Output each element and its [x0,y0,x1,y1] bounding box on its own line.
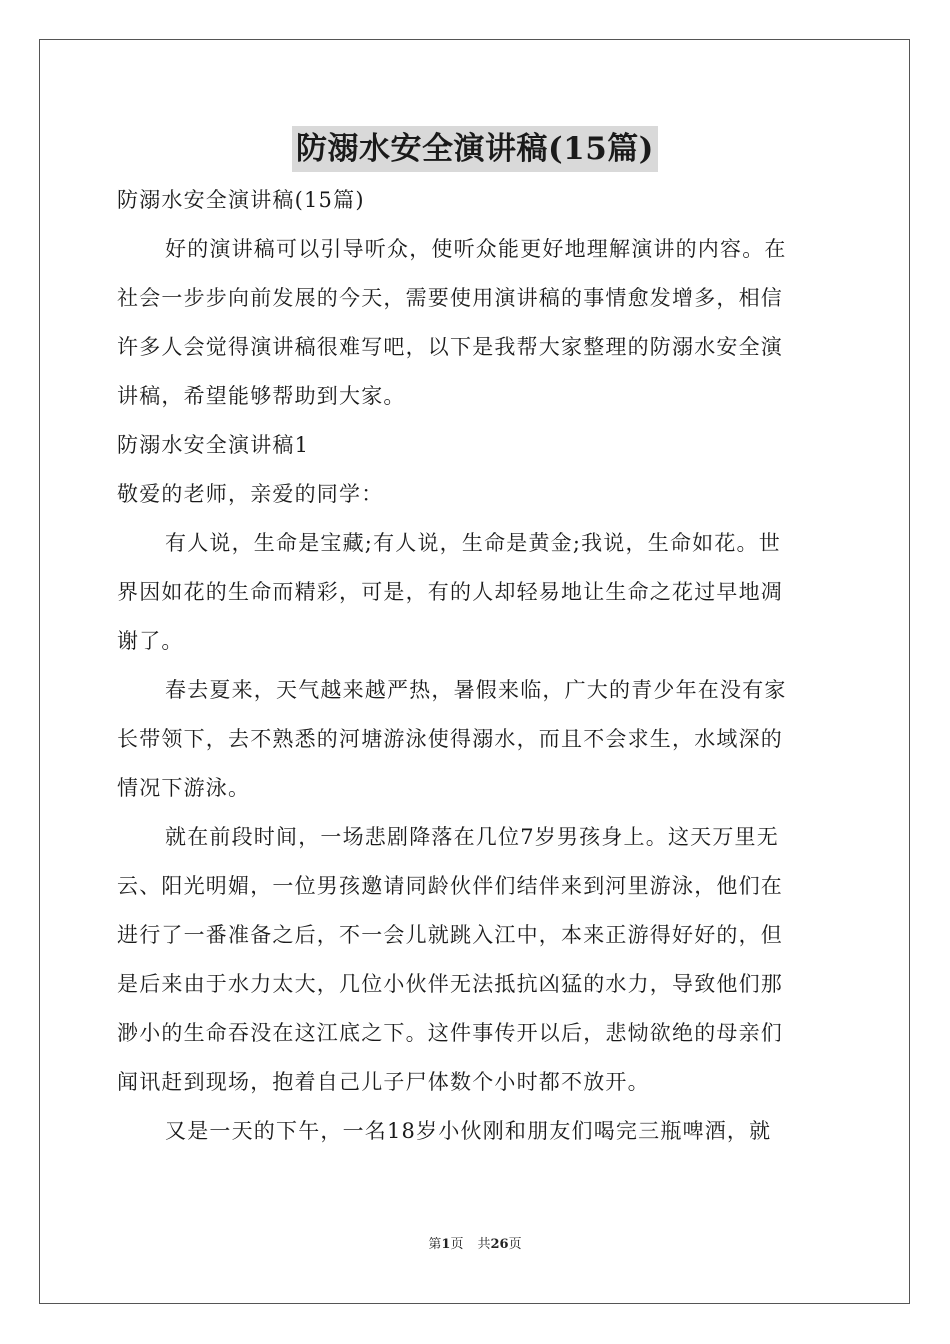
body-line: 闻讯赶到现场，抱着自己儿子尸体数个小时都不放开。 [117,1070,650,1094]
page-number: 1 [441,1237,451,1252]
page-suffix: 页 [450,1237,464,1252]
body-line: 渺小的生命吞没在这江底之下。这件事传开以后，悲恸欲绝的母亲们 [117,1021,783,1045]
title-container [0,126,950,172]
page-footer [0,1236,950,1254]
body-line: 许多人会觉得演讲稿很难写吧，以下是我帮大家整理的防溺水安全演 [117,335,783,359]
document-body [117,176,833,1156]
page-prefix: 第 [428,1237,442,1252]
body-line: 云、阳光明媚，一位男孩邀请同龄伙伴们结伴来到河里游泳，他们在 [117,874,783,898]
salutation: 敬爱的老师，亲爱的同学： [117,482,384,506]
section-heading: 防溺水安全演讲稿1 [117,433,310,457]
body-line: 长带领下，去不熟悉的河塘游泳使得溺水，而且不会求生，水域深的 [117,727,783,751]
document-title: 防溺水安全演讲稿(15篇) [292,126,658,172]
body-line: 就在前段时间，一场悲剧降落在几位7岁男孩身上。这天万里无 [165,825,779,849]
body-line: 界因如花的生命而精彩，可是，有的人却轻易地让生命之花过早地凋 [117,580,783,604]
body-line: 是后来由于水力太大，几位小伙伴无法抵抗凶猛的水力，导致他们那 [117,972,783,996]
body-line: 好的演讲稿可以引导听众，使听众能更好地理解演讲的内容。在 [165,237,787,261]
body-line: 谢了。 [117,629,184,653]
body-line: 进行了一番准备之后，不一会儿就跳入江中，本来正游得好好的，但 [117,923,783,947]
body-line: 又是一天的下午，一名18岁小伙刚和朋友们喝完三瓶啤酒，就 [165,1119,772,1143]
total-suffix: 页 [508,1237,522,1252]
body-line: 讲稿，希望能够帮助到大家。 [117,384,406,408]
total-pages: 26 [490,1237,509,1252]
body-line: 防溺水安全演讲稿(15篇) [117,188,365,212]
body-line: 情况下游泳。 [117,776,251,800]
body-line: 社会一步步向前发展的今天，需要使用演讲稿的事情愈发增多，相信 [117,286,783,310]
body-line: 有人说，生命是宝藏;有人说，生命是黄金;我说，生命如花。世 [165,531,781,555]
body-line: 春去夏来，天气越来越严热，暑假来临，广大的青少年在没有家 [165,678,787,702]
total-prefix: 共 [477,1237,491,1252]
